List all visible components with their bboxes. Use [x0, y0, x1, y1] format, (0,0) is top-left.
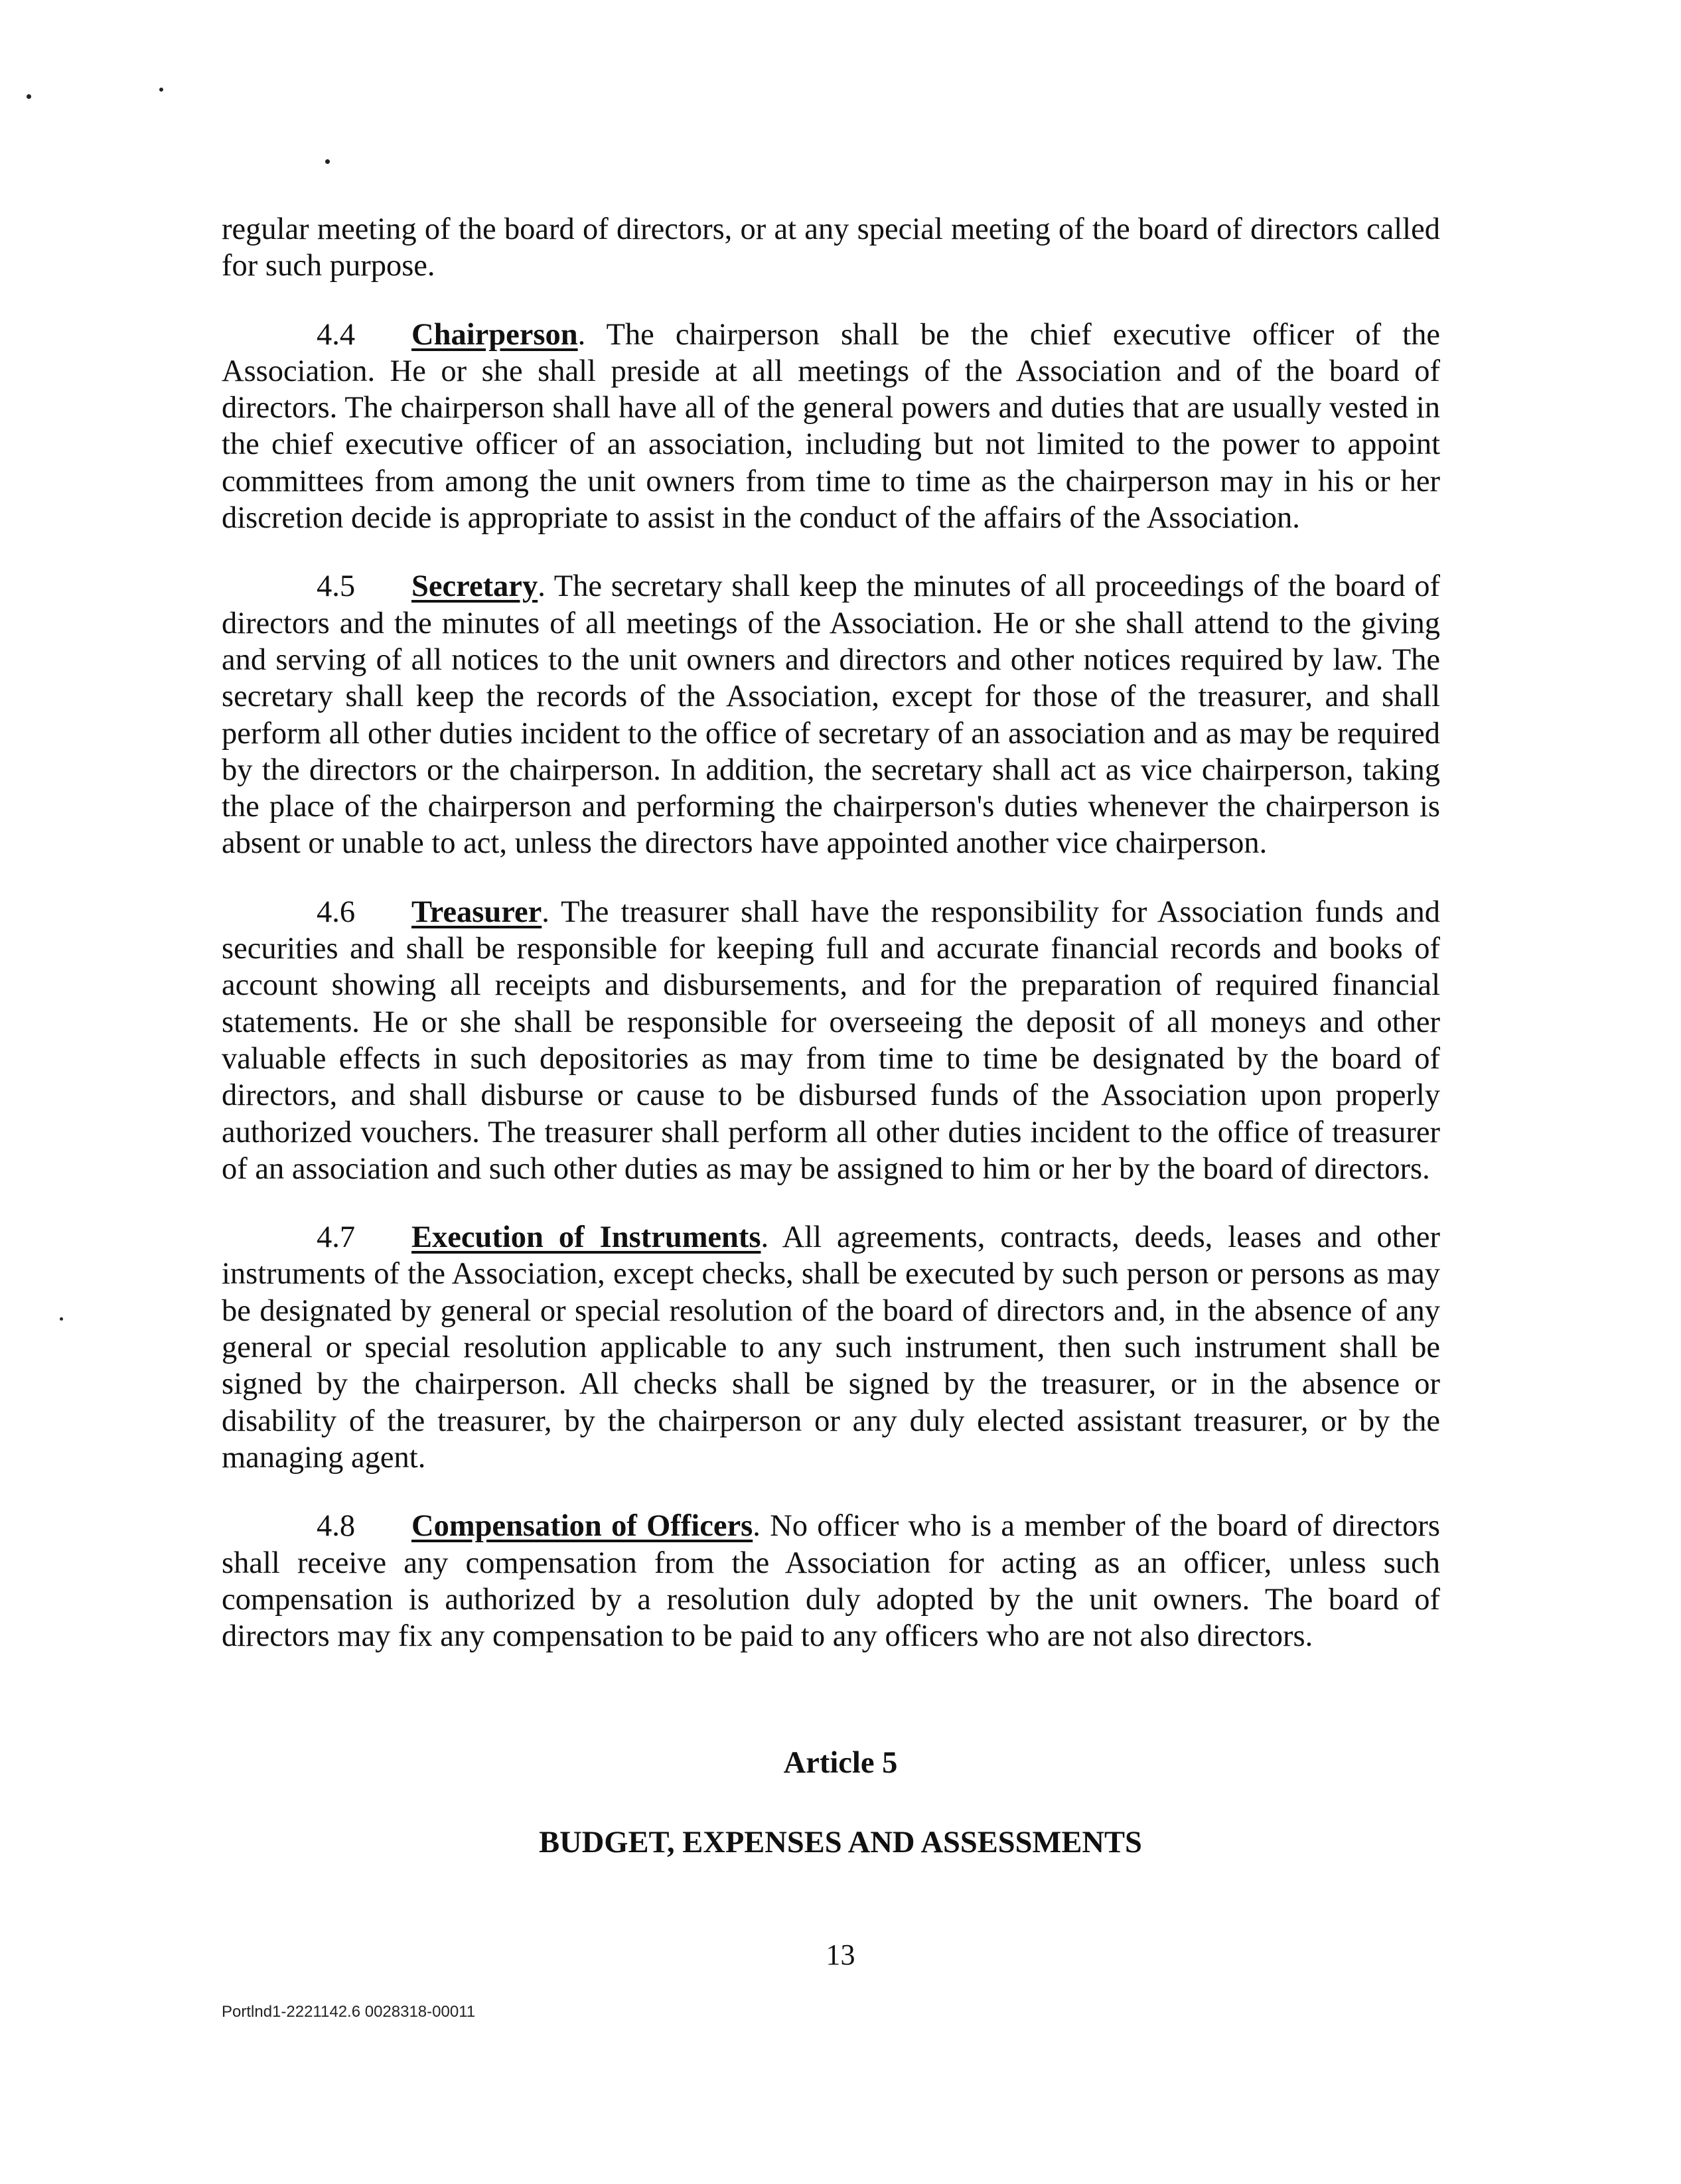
section-title: Compensation of Officers — [411, 1509, 753, 1544]
article-heading: Article 5 — [783, 1746, 898, 1780]
section-body: All agreements, contracts, deeds, leases and other instruments of the Association, except checks, shall be executed by such person or persons as may be designated by general or special resolution of the board of directors and, in the absence of any general or special resolution applicable to any such instrument, then such instrument shall be signed by the chairperson. All checks shall be signed by the treasurer, or in the absence or disability of the treasurer, by the chairperson or any duly elected assistant treasurer, or by the managing agent. — [222, 1220, 1441, 1475]
section-4-7: 4.7 Execution of Instruments. All agreements, contracts, deeds, leases and other instruments of the Association, except checks, shall be executed by such person or persons as may be designated by general or special resolution of the board of directors and, in the absence of any general or special resolution applicable to any such instrument, then such instrument shall be signed by the chairperson. All checks shall be signed by the treasurer, or in the absence or disability of the treasurer, by the chairperson or any duly elected assistant treasurer, or by the managing agent. — [222, 1220, 1441, 1475]
section-number: 4.4 — [317, 317, 356, 352]
section-number: 4.8 — [317, 1509, 356, 1544]
section-body: The treasurer shall have the responsibility for Association funds and securities and shall be responsible for keeping full and accurate financial records and books of account showing all receipts and disbursements, and for the preparation of required financial statements. He or she shall be responsible for overseeing the deposit of all moneys and other valuable effects in such depositories as may from time to time be designated by the board of directors, and shall disburse or cause to be disbursed funds of the Association upon properly authorized vouchers. The treasurer shall perform all other duties incident to the office of treasurer of an association and such other duties as may be assigned to him or her by the board of directors. — [222, 895, 1440, 1186]
section-body: The chairperson shall be the chief executive officer of the Association. He or she shall preside at all meetings of the Association and of the board of directors. The chairperson shall have all of the general powers and duties that are usually vested in the chief executive officer of an association, including but not limited to the power to appoint committees from among the unit owners from time to time as the chairperson may in his or her discretion decide is appropriate to assist in the conduct of the affairs of the Association. — [222, 317, 1440, 536]
scan-speck — [27, 94, 31, 99]
opening-text: regular meeting of the board of directors, or at any special meeting of the board of directors called for such purpose. — [222, 212, 1440, 283]
section-4-8: 4.8 Compensation of Officers. No officer who is a member of the board of directors shall receive any compensation from the Association for acting as an officer, unless such compensation is authorized by a resolution duly adopted by the unit owners. The board of directors may fix any compensation to be paid to any officers who are not also directors. — [222, 1509, 1441, 1654]
scan-speck — [325, 159, 330, 164]
article-title: BUDGET, EXPENSES AND ASSESSMENTS — [539, 1826, 1142, 1859]
section-title: Treasurer — [411, 895, 542, 929]
section-4-4: 4.4 Chairperson. The chairperson shall be the chief executive officer of the Association. He or she shall preside at all meetings of the Association and of the board of directors. The chairperson shall have all of the general powers and duties that are usually vested in the chief executive officer of an association, including but not limited to the power to appoint committees from among the unit owners from time to time as the chairperson may in his or her discretion decide is appropriate to assist in the conduct of the affairs of the Association. — [222, 317, 1440, 536]
section-title: Secretary — [411, 569, 538, 604]
section-4-5: 4.5 Secretary. The secretary shall keep the minutes of all proceedings of the board of directors and the minutes of all meetings of the Association. He or she shall attend to the giving and serving of all notices to the unit owners and directors and other notices required by law. The secretary shall keep the records of the Association, except for those of the treasurer, and shall perform all other duties incident to the office of secretary of an association and as may be required by the directors or the chairperson. In addition, the secretary shall act as vice chairperson, taking the place of the chairperson and performing the chairperson's duties whenever the chairperson is absent or unable to act, unless the directors have appointed another vice chairperson. — [222, 569, 1440, 861]
scan-speck — [60, 1317, 63, 1321]
section-title: Chairperson — [411, 317, 578, 352]
section-4-6: 4.6 Treasurer. The treasurer shall have the responsibility for Association funds and securities and shall be responsible for keeping full and accurate financial records and books of account showing all receipts and disbursements, and for the preparation of required financial statements. He or she shall be responsible for overseeing the deposit of all moneys and other valuable effects in such depositories as may from time to time be designated by the board of directors, and shall disburse or cause to be disbursed funds of the Association upon properly authorized vouchers. The treasurer shall perform all other duties incident to the office of treasurer of an association and such other duties as may be assigned to him or her by the board of directors. — [222, 895, 1440, 1186]
footer-document-id: Portlnd1-2221142.6 0028318-00011 — [222, 2003, 476, 2021]
section-number: 4.6 — [317, 895, 356, 929]
page-number: 13 — [826, 1938, 855, 1971]
section-body: The secretary shall keep the minutes of all proceedings of the board of directors and the minutes of all meetings of the Association. He or she shall attend to the giving and serving of all notices to the unit owners and directors and other notices required by law. The secretary shall keep the records of the Association, except for those of the treasurer, and shall perform all other duties incident to the office of secretary of an association and as may be required by the directors or the chairperson. In addition, the secretary shall act as vice chairperson, taking the place of the chairperson and performing the chairperson's duties whenever the chairperson is absent or unable to act, unless the directors have appointed another vice chairperson. — [222, 569, 1440, 861]
section-body: No officer who is a member of the board of directors shall receive any compensation from the Association for acting as an officer, unless such compensation is authorized by a resolution duly adopted by the unit owners. The board of directors may fix any compensation to be paid to any officers who are not also directors. — [222, 1509, 1441, 1654]
scan-speck — [159, 88, 163, 92]
section-number: 4.5 — [317, 569, 356, 604]
opening-paragraph — [222, 211, 1440, 285]
document-body — [222, 211, 1440, 1686]
section-number: 4.7 — [317, 1220, 356, 1255]
section-title: Execution of Instruments — [411, 1220, 761, 1255]
